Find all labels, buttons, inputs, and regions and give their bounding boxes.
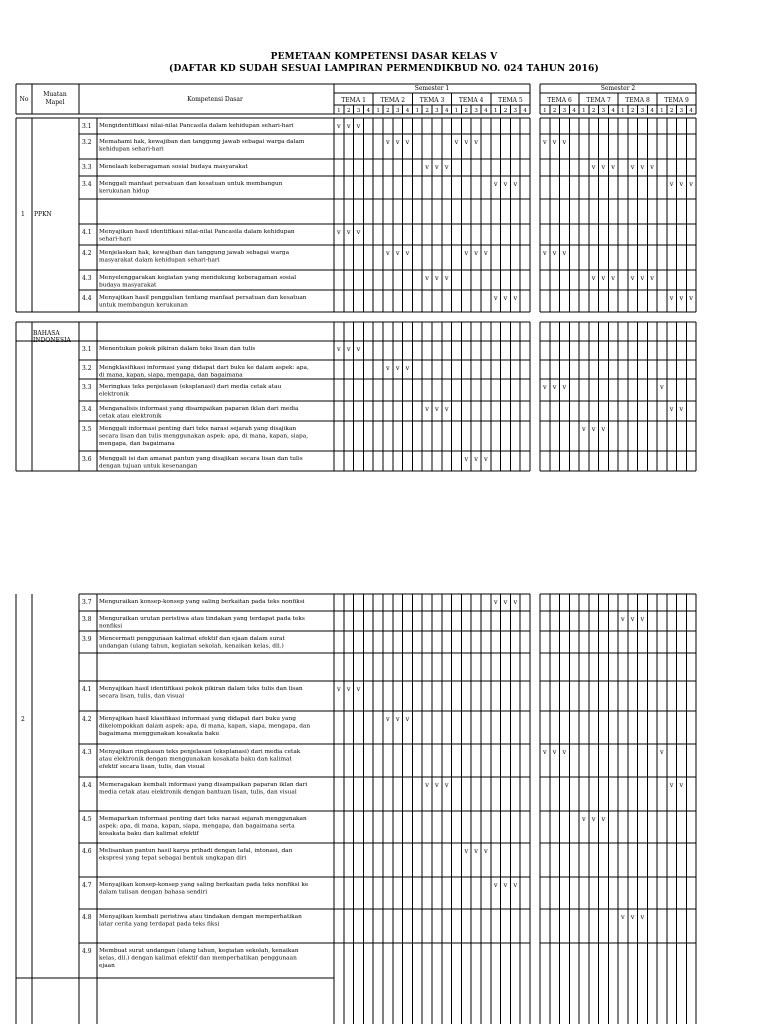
check-mark: v — [474, 138, 478, 146]
header-subtema: 4 — [405, 108, 410, 114]
subject-indonesia: INDONESIA — [33, 337, 71, 344]
kd-text: media cetak atau elektronik dengan bantuan lisan, tulis, dan visual — [99, 789, 297, 796]
kd-text: ejaan — [99, 963, 115, 969]
kd-text: dikelompokkan dalam aspek: apa, di mana, kapan, siapa, mengapa, dan — [99, 723, 311, 730]
kd-code: 3.2 — [82, 139, 92, 146]
check-mark: v — [503, 294, 508, 302]
check-mark: v — [474, 249, 478, 257]
check-mark: v — [513, 881, 518, 889]
check-mark: v — [640, 163, 645, 171]
check-mark: v — [356, 228, 361, 236]
header-subtema: 3 — [679, 108, 684, 114]
check-mark: v — [435, 163, 439, 171]
check-mark: v — [513, 294, 518, 302]
check-mark: v — [621, 615, 625, 623]
check-mark: v — [601, 425, 606, 433]
header-subtema: 1 — [621, 108, 625, 114]
check-mark: v — [679, 180, 684, 188]
kd-text: Meringkas teks penjelasan (eksplanasi) dari media cetak atau — [99, 384, 282, 390]
kd-code: 3.6 — [82, 456, 92, 463]
check-mark: v — [425, 781, 429, 789]
subject-ppkn: PPKN — [34, 211, 52, 218]
check-mark: v — [346, 122, 351, 130]
kd-code: 3.3 — [82, 384, 92, 391]
kd-text: mengapa, dan bagaimana — [99, 441, 175, 447]
kd-code: 4.8 — [82, 914, 92, 921]
kd-text: latar cerita yang terdapat pada teks fiksi — [99, 921, 220, 928]
check-mark: v — [630, 274, 635, 282]
kd-text: Menyajikan hasil penggalian tentang manfaat persatuan dan kesatuan — [99, 295, 307, 301]
check-mark: v — [660, 383, 664, 391]
check-mark: v — [454, 138, 459, 146]
check-mark: v — [464, 455, 469, 463]
header-tema: TEMA 6 — [547, 97, 572, 104]
check-mark: v — [689, 180, 693, 188]
check-mark: v — [621, 913, 625, 921]
check-mark: v — [337, 228, 341, 236]
kd-text: efektif secara lisan, tulis, dan visual — [99, 764, 205, 770]
check-mark: v — [640, 274, 645, 282]
kd-text: Memaparkan informasi penting dari teks narasi sejarah menggunakan — [99, 816, 307, 822]
header-tema: TEMA 3 — [419, 97, 445, 104]
check-mark: v — [386, 715, 390, 723]
kd-text: Menguraikan urutan peristiwa atau tindakan yang terdapat pada teks — [99, 616, 305, 622]
check-mark: v — [650, 163, 654, 171]
check-mark: v — [543, 249, 547, 257]
check-mark: v — [503, 180, 508, 188]
header-subtema: 3 — [513, 108, 518, 114]
check-mark: v — [601, 163, 606, 171]
header-tema: TEMA 5 — [498, 97, 523, 104]
check-mark: v — [346, 685, 351, 693]
check-mark: v — [562, 383, 567, 391]
check-mark: v — [425, 163, 429, 171]
check-mark: v — [405, 364, 410, 372]
check-mark: v — [444, 405, 449, 413]
check-mark: v — [562, 748, 567, 756]
kd-text: Menyajikan hasil identifikasi pokok pikiran dalam teks tulis dan lisan — [99, 686, 303, 692]
kd-code: 4.3 — [82, 749, 92, 756]
check-mark: v — [630, 615, 635, 623]
check-mark: v — [669, 180, 674, 188]
check-mark: v — [689, 294, 693, 302]
kd-text: Menyajikan konsep-konsep yang saling berkaitan pada teks nonfiksi ke — [99, 882, 309, 888]
header-tema: TEMA 2 — [380, 97, 406, 104]
check-mark: v — [493, 881, 498, 889]
check-mark: v — [493, 180, 498, 188]
kd-text: untuk membangun kerukunan — [99, 302, 188, 309]
check-mark: v — [464, 138, 469, 146]
check-mark: v — [484, 249, 488, 257]
check-mark: v — [543, 383, 547, 391]
kd-text: Melisankan pantun hasil karya pribadi dengan lafal, intonasi, dan — [99, 848, 293, 854]
kd-text: Menentukan pokok pikiran dalam teks lisan dan tulis — [99, 346, 256, 352]
header-subtema: 1 — [660, 108, 664, 114]
check-mark: v — [582, 815, 586, 823]
check-mark: v — [346, 228, 351, 236]
header-subtema: 3 — [435, 108, 439, 114]
check-mark: v — [337, 685, 341, 693]
kd-text: kehidupan sehari-hari — [99, 146, 164, 153]
header-subtema: 3 — [640, 108, 645, 114]
check-mark: v — [543, 138, 547, 146]
kd-code: 4.6 — [82, 848, 92, 855]
check-mark: v — [474, 847, 478, 855]
header-subtema: 2 — [591, 108, 596, 114]
header-tema: TEMA 9 — [664, 97, 689, 104]
check-mark: v — [669, 405, 674, 413]
check-mark: v — [356, 122, 361, 130]
kd-code: 3.7 — [82, 599, 92, 606]
check-mark: v — [562, 138, 567, 146]
check-mark: v — [464, 249, 469, 257]
kd-text: dengan tujuan untuk kesenangan — [99, 463, 198, 470]
check-mark: v — [679, 781, 684, 789]
check-mark: v — [630, 913, 635, 921]
header-subtema: 4 — [444, 108, 449, 114]
header-subtema: 3 — [395, 108, 400, 114]
kd-text: Menguraikan konsep-konsep yang saling berkaitan pada teks nonfiksi — [99, 599, 305, 605]
check-mark: v — [444, 274, 449, 282]
check-mark: v — [386, 364, 390, 372]
check-mark: v — [435, 274, 439, 282]
kd-code: 4.7 — [82, 882, 92, 889]
kd-text: Mengklasifikasi informasi yang didapat dari buku ke dalam aspek: apa, — [99, 365, 309, 371]
check-mark: v — [503, 598, 508, 606]
kd-code: 4.2 — [82, 250, 92, 257]
check-mark: v — [395, 715, 400, 723]
check-mark: v — [425, 274, 429, 282]
check-mark: v — [435, 405, 439, 413]
header-subtema: 4 — [484, 108, 488, 114]
header-subtema: 3 — [562, 108, 567, 114]
kd-text: dalam tulisan dengan bahasa sendiri — [99, 889, 208, 896]
header-no: No — [19, 96, 29, 103]
kd-code: 3.4 — [82, 406, 92, 413]
check-mark: v — [552, 138, 557, 146]
check-mark: v — [337, 122, 341, 130]
check-mark: v — [346, 345, 351, 353]
kd-code: 3.8 — [82, 616, 92, 623]
header-subtema: 4 — [572, 108, 576, 114]
kd-text: budaya masyarakat — [99, 282, 157, 289]
check-mark: v — [444, 163, 449, 171]
check-mark: v — [405, 715, 410, 723]
kd-code: 4.1 — [82, 686, 92, 693]
check-mark: v — [444, 781, 449, 789]
check-mark: v — [650, 274, 654, 282]
check-mark: v — [503, 881, 508, 889]
kd-text: Memeragakan kembali informasi yang disampaikan paparan iklan dari — [99, 782, 308, 788]
check-mark: v — [513, 598, 518, 606]
kd-code: 3.4 — [82, 181, 92, 188]
kd-code: 3.9 — [82, 636, 92, 643]
check-mark: v — [582, 425, 586, 433]
check-mark: v — [591, 163, 596, 171]
check-mark: v — [591, 274, 596, 282]
header-subtema: 4 — [523, 108, 527, 114]
kd-text: ekspresi yang tepat sebagai bentuk ungkapan diri — [99, 855, 247, 862]
check-mark: v — [356, 345, 361, 353]
header-subtema: 1 — [454, 108, 459, 114]
header-subtema: 3 — [474, 108, 478, 114]
check-mark: v — [552, 383, 557, 391]
kd-text: Mencermati penggunaan kalimat efektif dan ejaan dalam surat — [99, 636, 285, 642]
kd-text: Menggali manfaat persatuan dan kesatuan untuk membangun — [99, 181, 283, 187]
header-subtema: 2 — [346, 108, 351, 114]
check-mark: v — [395, 249, 400, 257]
header-mapel: Mapel — [45, 99, 65, 106]
header-subtema: 2 — [386, 108, 390, 114]
kd-text: Menggali informasi penting dari teks narasi sejarah yang disajikan — [99, 426, 297, 432]
check-mark: v — [484, 455, 488, 463]
kd-text: Menyajikan hasil klasifikasi informasi yang didapat dari buku yang — [99, 716, 296, 722]
header-subtema: 1 — [493, 108, 498, 114]
check-mark: v — [543, 748, 547, 756]
kd-text: Memahami hak, kewajiban dan tanggung jawab sebagai warga dalam — [99, 139, 305, 145]
kd-text: Menggali isi dan amanat pantun yang disajikan secara lisan dan tulis — [99, 456, 303, 462]
kd-text: Menyelenggarakan kegiatan yang mendukung keberagaman sosial — [99, 275, 297, 281]
header-subtema: 2 — [503, 108, 508, 114]
subject-bahasa: BAHASA — [33, 330, 60, 337]
kd-text: atau elektronik dengan menggunakan kosakata baku dan kalimat — [99, 756, 292, 763]
header-muatan: Muatan — [43, 91, 67, 98]
kd-text: Membuat surat undangan (ulang tahun, kegiatan sekolah, kenaikan — [99, 948, 299, 954]
kd-text: Menyajikan kembali peristiwa atau tindakan dengan memperhatikan — [99, 914, 302, 920]
kd-code: 3.3 — [82, 164, 92, 171]
check-mark: v — [395, 364, 400, 372]
check-mark: v — [591, 815, 596, 823]
check-mark: v — [640, 913, 645, 921]
kd-text: Menganalisis informasi yang disampaikan paparan iklan dari media — [99, 406, 299, 412]
kd-code: 4.4 — [82, 782, 92, 789]
kd-text: undangan (ulang tahun, kegiatan sekolah, kenaikan kelas, dll.) — [99, 643, 284, 650]
header-subtema: 2 — [425, 108, 429, 114]
header-subtema: 1 — [415, 108, 420, 114]
check-mark: v — [679, 405, 684, 413]
kd-text: Menyajikan ringkasan teks penjelasan (eksplanasi) dari media cetak — [99, 749, 301, 755]
kd-text: Menelaah keberagaman sosial budaya masyarakat — [99, 164, 248, 170]
row-number: 1 — [21, 211, 25, 218]
check-mark: v — [493, 294, 498, 302]
check-mark: v — [601, 815, 606, 823]
header-subtema: 4 — [650, 108, 654, 114]
kd-text: Menjelaskan hak, kewajiban dan tanggung jawab sebagai warga — [99, 250, 290, 256]
check-mark: v — [474, 455, 478, 463]
header-tema: TEMA 7 — [586, 97, 611, 104]
kd-code: 4.1 — [82, 229, 92, 236]
kd-text: bagaimana menggunakan kosakata baku — [99, 731, 220, 737]
header-tema: TEMA 8 — [625, 97, 650, 104]
check-mark: v — [464, 847, 469, 855]
check-mark: v — [640, 615, 645, 623]
document-subtitle: (DAFTAR KD SUDAH SESUAI LAMPIRAN PERMENDIKBUD NO. 024 TAHUN 2016) — [169, 64, 599, 74]
kd-text: kelas, dll.) dengan kalimat efektif dan memperhatikan penggunaan — [99, 955, 297, 962]
check-mark: v — [669, 294, 674, 302]
check-mark: v — [425, 405, 429, 413]
check-mark: v — [386, 138, 390, 146]
header-subtema: 1 — [376, 108, 380, 114]
check-mark: v — [630, 163, 635, 171]
header-semester-1: Semester 1 — [414, 85, 450, 92]
header-subtema: 4 — [366, 108, 371, 114]
kd-text: masyarakat dalam kehidupan sehari-hari — [99, 257, 220, 264]
check-mark: v — [493, 598, 498, 606]
check-mark: v — [337, 345, 341, 353]
check-mark: v — [679, 294, 684, 302]
kd-code: 3.2 — [82, 365, 92, 372]
kd-code: 3.1 — [82, 346, 92, 353]
kd-text: sehari-hari — [99, 236, 131, 243]
kd-code: 3.5 — [82, 426, 92, 433]
kd-text: cetak atau elektronik — [99, 413, 162, 420]
kd-text: secara lisan, tulis, dan visual — [99, 693, 185, 700]
kd-text: Menyajikan hasil identifikasi nilai-nilai Pancasila dalam kehidupan — [99, 229, 295, 235]
check-mark: v — [562, 249, 567, 257]
header-subtema: 1 — [543, 108, 547, 114]
check-mark: v — [395, 138, 400, 146]
kd-text: secara lisan dan tulis menggunakan aspek: apa, di mana, kapan, siapa, — [99, 433, 309, 440]
header-tema: TEMA 4 — [458, 97, 484, 104]
kd-code: 4.2 — [82, 716, 92, 723]
header-kd: Kompetensi Dasar — [187, 96, 243, 103]
header-subtema: 4 — [689, 108, 693, 114]
check-mark: v — [484, 847, 488, 855]
kd-text: kerukunan hidup — [99, 188, 150, 195]
kd-code: 4.5 — [82, 816, 92, 823]
header-subtema: 2 — [552, 108, 557, 114]
check-mark: v — [601, 274, 606, 282]
header-tema: TEMA 1 — [341, 97, 366, 104]
check-mark: v — [356, 685, 361, 693]
kd-text: di mana, kapan, siapa, mengapa, dan bagaimana — [99, 372, 243, 379]
check-mark: v — [405, 249, 410, 257]
check-mark: v — [513, 180, 518, 188]
check-mark: v — [611, 274, 615, 282]
kd-text: elektronik — [99, 391, 129, 398]
header-subtema: 2 — [630, 108, 635, 114]
header-semester-2: Semester 2 — [600, 85, 636, 92]
check-mark: v — [552, 249, 557, 257]
check-mark: v — [552, 748, 557, 756]
kd-text: nonfiksi — [99, 623, 123, 630]
header-subtema: 2 — [464, 108, 469, 114]
kd-text: Mengidentifikasi nilai-nilai Pancasila dalam kehidupan sehari-hari — [99, 123, 294, 129]
header-subtema: 2 — [669, 108, 674, 114]
header-subtema: 3 — [356, 108, 361, 114]
check-mark: v — [591, 425, 596, 433]
kd-text: kosakata baku dan kalimat efektif — [99, 831, 199, 837]
kd-code: 4.9 — [82, 948, 92, 955]
row-number: 2 — [21, 716, 25, 723]
header-subtema: 1 — [582, 108, 586, 114]
kd-code: 4.4 — [82, 295, 92, 302]
kd-code: 4.3 — [82, 275, 92, 282]
check-mark: v — [611, 163, 615, 171]
kd-code: 3.1 — [82, 123, 92, 130]
document-title: PEMETAAN KOMPETENSI DASAR KELAS V — [270, 52, 498, 62]
header-subtema: 4 — [611, 108, 615, 114]
check-mark: v — [386, 249, 390, 257]
check-mark: v — [435, 781, 439, 789]
check-mark: v — [669, 781, 674, 789]
check-mark: v — [660, 748, 664, 756]
header-subtema: 3 — [601, 108, 606, 114]
header-subtema: 1 — [337, 108, 341, 114]
check-mark: v — [405, 138, 410, 146]
kd-text: aspek: apa, di mana, kapan, siapa, mengapa, dan bagaimana serta — [99, 823, 295, 830]
